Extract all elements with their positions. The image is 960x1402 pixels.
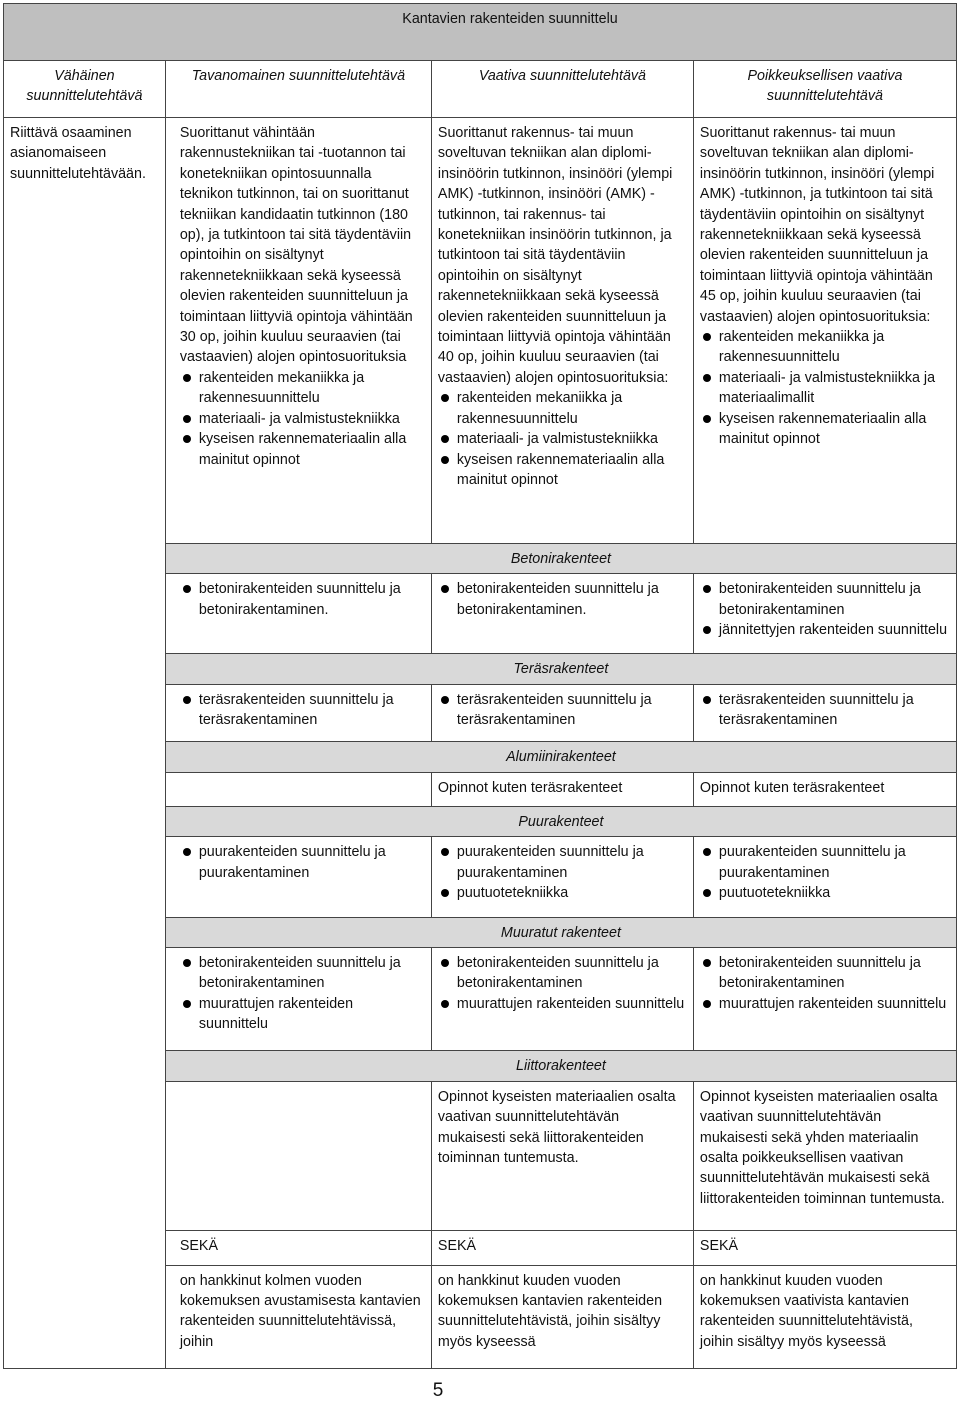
list-item: rakenteiden mekaniikka ja rakennesuunnittelu xyxy=(700,327,950,368)
composite-demanding: Opinnot kyseisten materiaalien osalta vaativan suunnittelutehtävän mukaisesti sekä liittorakenteiden toiminnan tuntemusta. xyxy=(431,1081,693,1230)
column-header-exceptional: Poikkeuksellisen vaativa suunnittelutehtävä xyxy=(693,61,956,118)
list-item: betonirakenteiden suunnittelu ja betonirakentaminen xyxy=(180,953,425,994)
category-timber: Puurakenteet xyxy=(165,806,956,836)
list-item: jännitettyjen rakenteiden suunnittelu xyxy=(700,620,950,640)
list-item: teräsrakenteiden suunnittelu ja teräsrakentaminen xyxy=(180,690,425,731)
and-label-normal: SEKÄ xyxy=(165,1231,431,1265)
list-item: betonirakenteiden suunnittelu ja betonirakentaminen xyxy=(700,579,950,620)
timber-exceptional xyxy=(693,837,956,917)
category-aluminium: Alumiinirakenteet xyxy=(165,742,956,772)
steel-demanding xyxy=(431,684,693,741)
normal-intro: Suorittanut vähintään rakennustekniikan tai -tuotannon tai konetekniikan opintosuunnalla teknikon tutkinnon, tai on suorittanut tekniikan kandidaatin tutkinnon (180 op), ja tutkintoon tai sitä täydentäviin opintoihin on sisältynyt rakennetekniikkaan sekä kyseessä olevien rakenteiden suunnitteluun ja toimintaan liittyviä opintoja vähintään 30 op, joihin kuuluu seuraavien (tai vastaavien) alojen opintosuorituksia xyxy=(179,125,413,366)
list-item: teräsrakenteiden suunnittelu ja teräsrakentaminen xyxy=(438,690,687,731)
list-item: kyseisen rakennemateriaalin alla mainitut opinnot xyxy=(700,409,950,450)
minor-requirement xyxy=(4,118,166,1369)
and-label-demanding: SEKÄ xyxy=(431,1231,693,1265)
list-item: puurakenteiden suunnittelu ja puurakentaminen xyxy=(180,842,425,883)
list-item: teräsrakenteiden suunnittelu ja teräsrakentaminen xyxy=(700,690,950,731)
category-concrete: Betonirakenteet xyxy=(165,543,956,573)
list-item: puurakenteiden suunnittelu ja puurakentaminen xyxy=(438,842,687,883)
exceptional-intro: Suorittanut rakennus- tai muun soveltuvan tekniikan alan diplomi-insinöörin tutkinnon, insinööri (ylempi AMK) -tutkinnon, ja tutkintoon tai sitä täydentäviin opintoihin on sisältynyt rakennetekniikkaan sekä kyseessä olevien rakenteiden suunnitteluun ja toimintaan liittyviä opintoja vähintään 45 op, joihin kuuluu seuraavien (tai vastaavien) alojen opintosuorituksia: xyxy=(699,125,935,325)
list-item: kyseisen rakennemateriaalin alla mainitut opinnot xyxy=(438,450,687,491)
masonry-demanding xyxy=(431,948,693,1051)
masonry-exceptional xyxy=(693,948,956,1051)
aluminium-normal xyxy=(165,772,431,806)
list-item: rakenteiden mekaniikka ja rakennesuunnittelu xyxy=(438,388,687,429)
list-item: kyseisen rakennemateriaalin alla mainitut opinnot xyxy=(180,429,425,470)
concrete-exceptional xyxy=(693,574,956,654)
list-item: muurattujen rakenteiden suunnittelu xyxy=(700,994,950,1014)
concrete-normal xyxy=(165,574,431,654)
aluminium-exceptional: Opinnot kuten teräsrakenteet xyxy=(693,772,956,806)
exceptional-requirement xyxy=(693,118,956,544)
list-item: muurattujen rakenteiden suunnittelu xyxy=(438,994,687,1014)
composite-normal xyxy=(165,1081,431,1230)
category-masonry: Muuratut rakenteet xyxy=(165,917,956,947)
exceptional-bullets xyxy=(700,327,950,449)
normal-requirement xyxy=(165,118,431,544)
experience-demanding: on hankkinut kuuden vuoden kokemuksen kantavien rakenteiden suunnittelutehtävistä, joihin sisältyy myös kyseessä xyxy=(431,1265,693,1368)
list-item: muurattujen rakenteiden suunnittelu xyxy=(180,994,425,1035)
category-steel: Teräsrakenteet xyxy=(165,654,956,684)
demanding-bullets xyxy=(438,388,687,490)
list-item: materiaali- ja valmistustekniikka xyxy=(180,409,425,429)
list-item: betonirakenteiden suunnittelu ja betonirakentaminen xyxy=(438,953,687,994)
list-item: puutuotetekniikka xyxy=(700,883,950,903)
list-item: puutuotetekniikka xyxy=(438,883,687,903)
normal-bullets xyxy=(180,368,425,470)
steel-normal xyxy=(165,684,431,741)
category-composite: Liittorakenteet xyxy=(165,1051,956,1081)
steel-exceptional xyxy=(693,684,956,741)
experience-normal: on hankkinut kolmen vuoden kokemuksen avustamisesta kantavien rakenteiden suunnittelutehtävissä, joihin xyxy=(165,1265,431,1368)
column-header-demanding: Vaativa suunnittelutehtävä xyxy=(431,61,693,118)
demanding-intro: Suorittanut rakennus- tai muun soveltuvan tekniikan alan diplomi-insinöörin tutkinnon, insinööri (ylempi AMK) -tutkinnon, insinööri (AMK) -tutkinnon, tai rakennus- tai konetekniikan insinöörin tutkinnon, ja tutkintoon tai sitä täydentäviin opintoihin on sisältynyt rakennetekniikkaan sekä kyseessä olevien rakenteiden suunnitteluun ja toimintaan liittyviä opintoja vähintään 40 op, joihin kuuluu seuraavien (tai vastaavien) alojen opintosuorituksia: xyxy=(437,125,673,386)
column-header-minor: Vähäinen suunnittelutehtävä xyxy=(4,61,166,118)
minor-requirement-text: Riittävä osaaminen asianomaiseen suunnittelutehtävään. xyxy=(10,125,146,182)
list-item: betonirakenteiden suunnittelu ja betonirakentaminen. xyxy=(438,579,687,620)
page-number: 5 xyxy=(432,1380,444,1401)
requirements-table xyxy=(3,3,957,1369)
list-item: puurakenteiden suunnittelu ja puurakentaminen xyxy=(700,842,950,883)
list-item: materiaali- ja valmistustekniikka xyxy=(438,429,687,449)
list-item: rakenteiden mekaniikka ja rakennesuunnittelu xyxy=(180,368,425,409)
and-label-exceptional: SEKÄ xyxy=(693,1231,956,1265)
column-header-normal: Tavanomainen suunnittelutehtävä xyxy=(165,61,431,118)
timber-normal xyxy=(165,837,431,917)
list-item: materiaali- ja valmistustekniikka ja materiaalimallit xyxy=(700,368,950,409)
masonry-normal xyxy=(165,948,431,1051)
experience-exceptional: on hankkinut kuuden vuoden kokemuksen vaativista kantavien rakenteiden suunnittelutehtävistä, joihin sisältyy myös kyseessä xyxy=(693,1265,956,1368)
aluminium-demanding: Opinnot kuten teräsrakenteet xyxy=(431,772,693,806)
timber-demanding xyxy=(431,837,693,917)
concrete-demanding xyxy=(431,574,693,654)
list-item: betonirakenteiden suunnittelu ja betonirakentaminen xyxy=(700,953,950,994)
composite-exceptional: Opinnot kyseisten materiaalien osalta vaativan suunnittelutehtävän mukaisesti sekä yhden materiaalin osalta poikkeuksellisen vaativan suunnittelutehtävän mukaisesti sekä liittorakenteiden toiminnan tuntemusta. xyxy=(693,1081,956,1230)
demanding-requirement xyxy=(431,118,693,544)
table-title: Kantavien rakenteiden suunnittelu xyxy=(4,4,957,61)
list-item: betonirakenteiden suunnittelu ja betonirakentaminen. xyxy=(180,579,425,620)
